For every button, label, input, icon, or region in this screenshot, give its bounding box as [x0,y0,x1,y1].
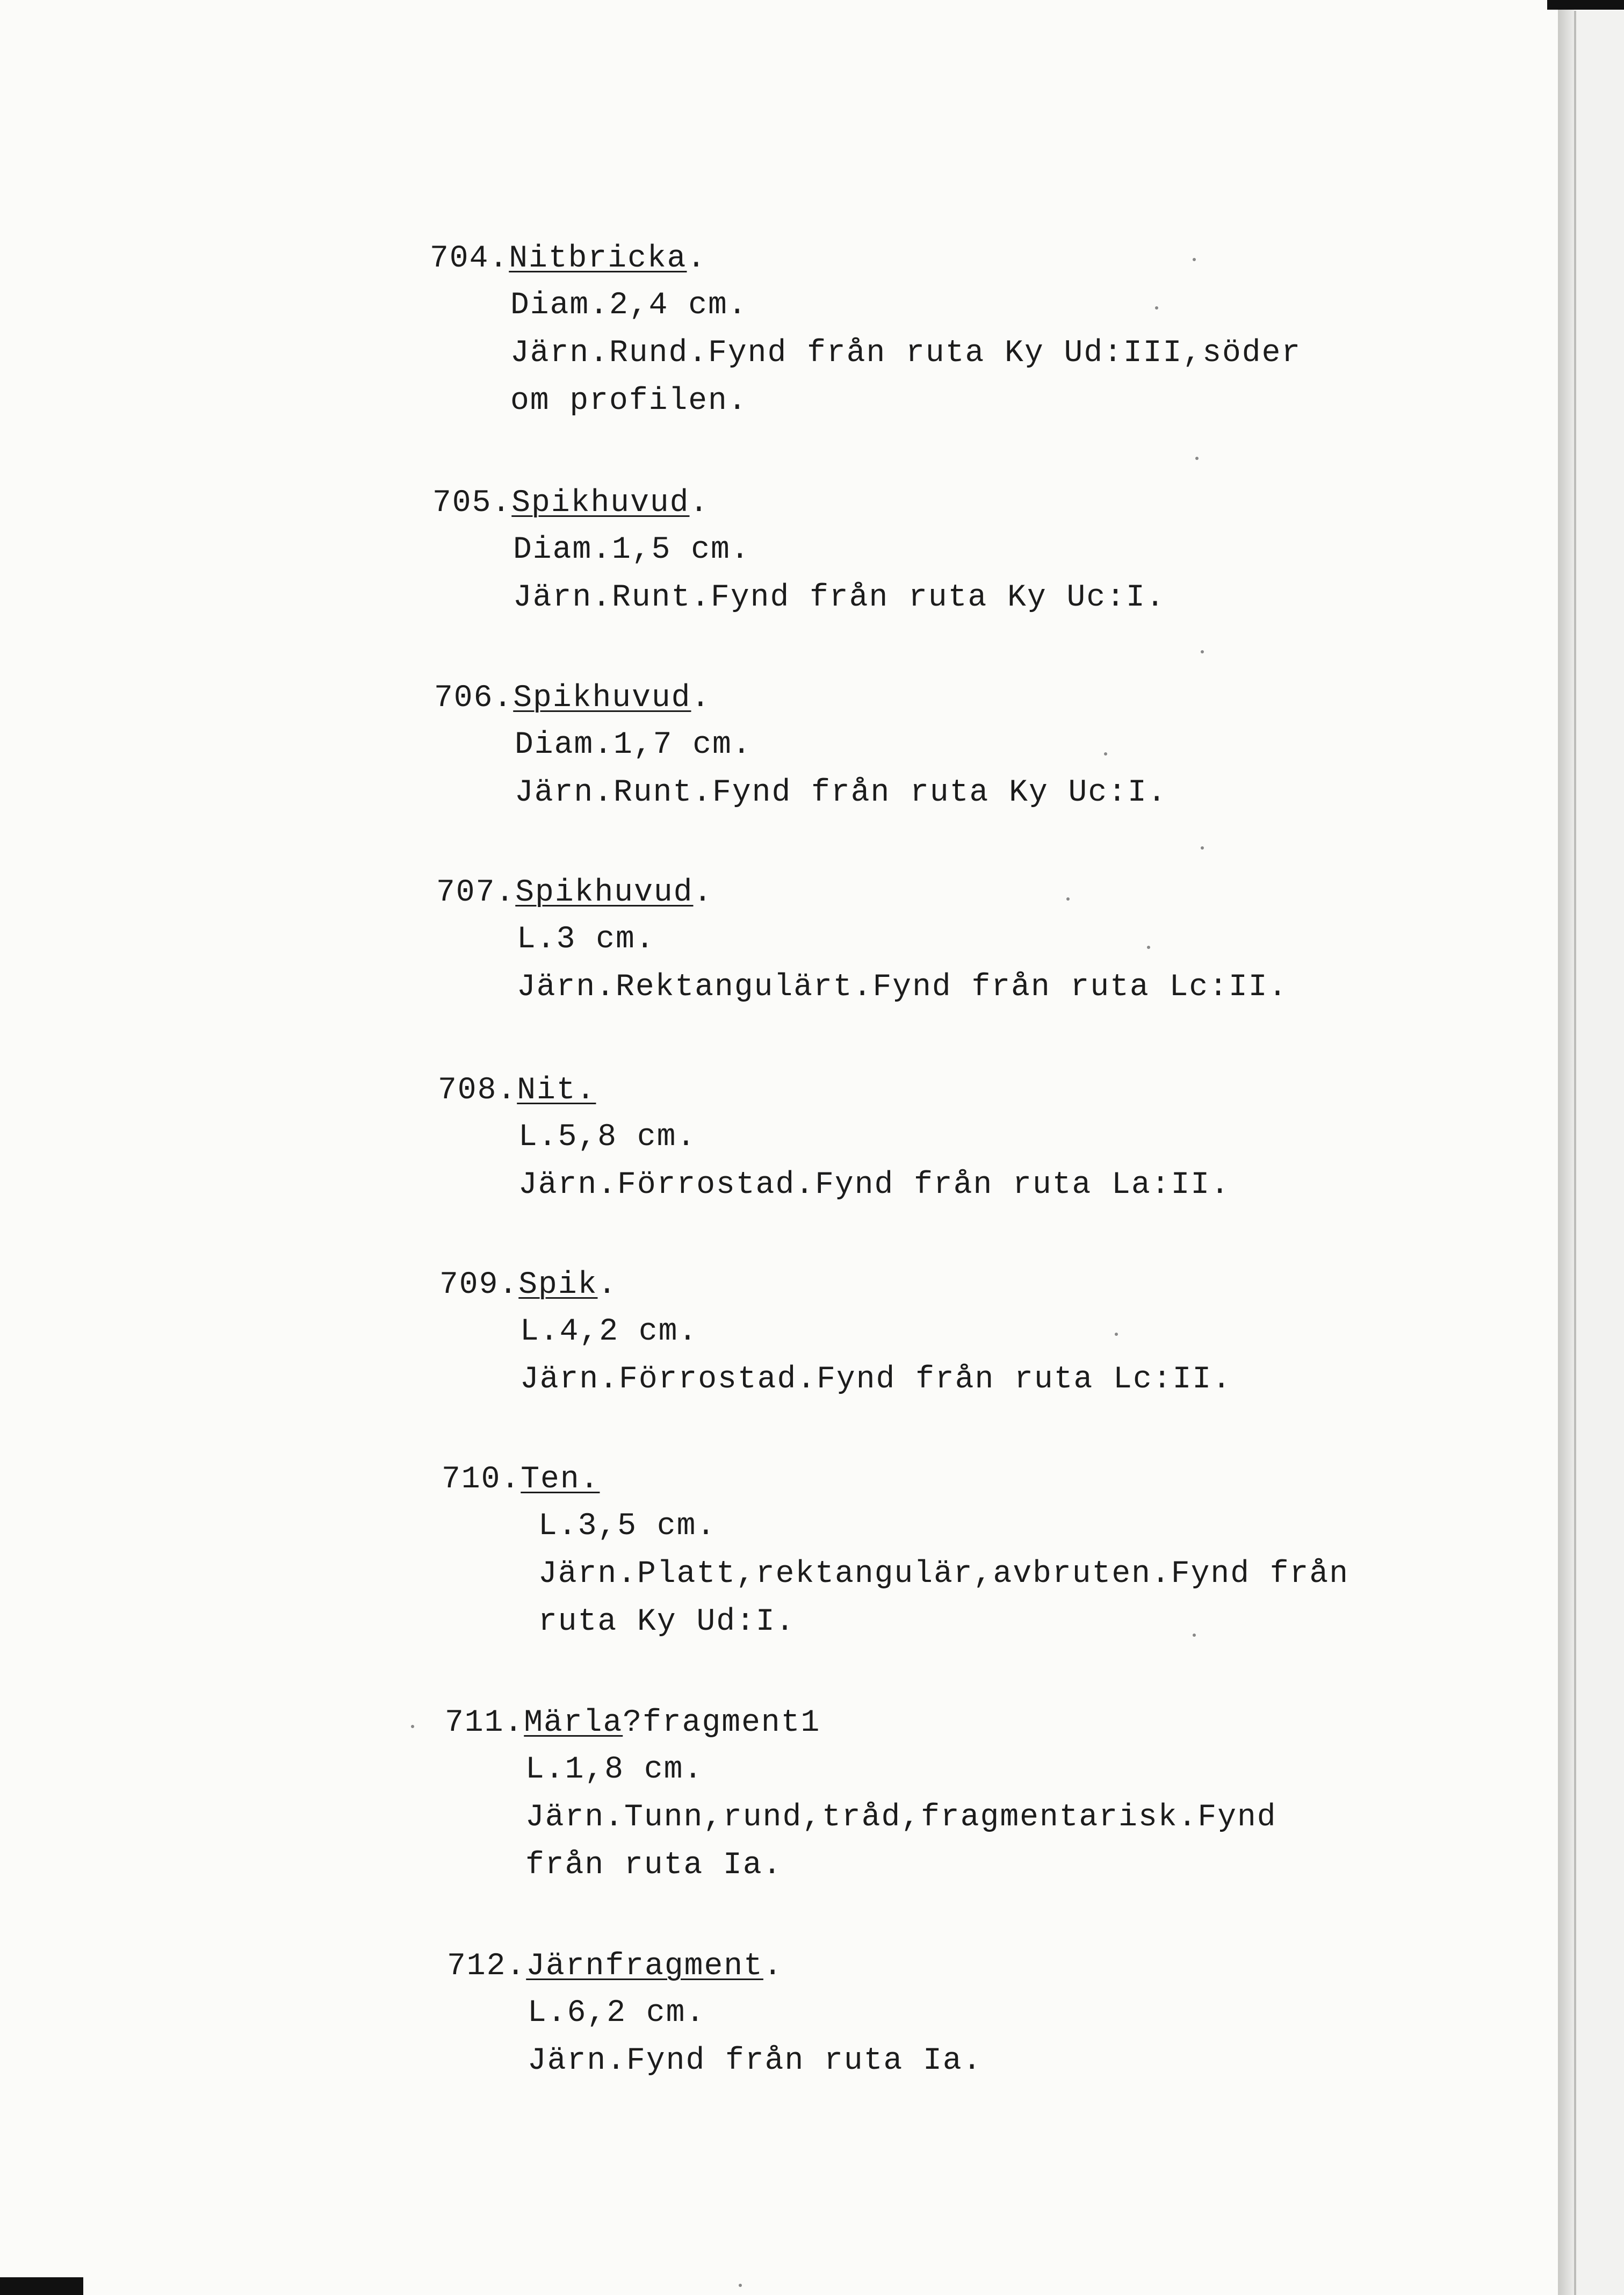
entry-description: Järn.Förrostad.Fynd från ruta La:II. [518,1168,1231,1203]
entry-heading-suffix: ?fragment1 [623,1706,821,1740]
entry-number: 707. [436,875,516,910]
entry-heading [442,1457,1570,1502]
entry-description: Järn.Tunn,rund,tråd,fragmentarisk.Fynd [525,1800,1277,1835]
scan-speck [739,2284,742,2287]
scan-speck [1147,946,1150,949]
entry-heading [436,870,1564,916]
scan-border-top [1547,0,1624,10]
catalog-entry-707 [436,870,1564,1011]
entry-name: Märla [524,1706,623,1740]
entry-number: 709. [439,1268,519,1303]
entry-heading [430,236,1558,282]
entry-description: Järn.Förrostad.Fynd från ruta Lc:II. [520,1362,1232,1397]
entry-description-continued: ruta Ky Ud:I. [538,1605,796,1639]
entry-number: 712. [447,1949,526,1984]
entry-heading-suffix: . [687,241,707,276]
entry-description: Järn.Fynd från ruta Ia. [528,2044,983,2078]
entry-description: Järn.Runt.Fynd från ruta Ky Uc:I. [515,775,1167,810]
entry-name: Spik [518,1268,598,1303]
catalog-entry-710 [442,1457,1570,1646]
entry-measurement: L.1,8 cm. [525,1752,704,1787]
entry-heading-suffix: . [691,681,711,716]
scan-speck [1201,650,1204,653]
entry-heading-suffix: . [693,875,713,910]
entry-description: Järn.Platt,rektangulär,avbruten.Fynd från [538,1557,1349,1592]
entry-name: Ten. [521,1462,600,1497]
entry-heading-suffix: . [689,486,710,521]
scan-speck [1193,258,1196,261]
entry-description: Järn.Rund.Fynd från ruta Ky Ud:III,söder [510,336,1302,371]
entry-description: Järn.Rektangulärt.Fynd från ruta Lc:II. [517,970,1288,1005]
entry-name: Spikhuvud [515,875,694,910]
entry-name: Nitbricka [509,241,687,276]
entry-heading-suffix: . [763,1949,783,1984]
catalog-entry-712 [447,1944,1575,2085]
entry-name: Spikhuvud [513,681,691,716]
entry-number: 710. [442,1462,521,1497]
entry-name: Nit. [517,1073,596,1108]
entry-measurement: Diam.1,7 cm. [515,728,752,762]
entry-measurement: L.3 cm. [517,922,655,957]
catalog-entry-706 [434,676,1562,817]
entry-heading [445,1701,1573,1746]
entry-heading [447,1944,1575,1989]
scan-speck [1155,306,1158,310]
entry-number: 708. [438,1073,517,1108]
entry-measurement: L.5,8 cm. [518,1120,697,1155]
scan-speck [1115,1333,1118,1336]
scan-speck [411,1725,414,1728]
catalog-entry-708 [438,1068,1566,1209]
entry-name: Spikhuvud [511,486,690,521]
catalog-entry-704 [430,236,1558,425]
entry-description-continued: från ruta Ia. [525,1848,783,1883]
entry-heading [438,1068,1566,1113]
entry-measurement: L.3,5 cm. [538,1509,717,1544]
entry-number: 705. [432,486,512,521]
catalog-entry-705 [432,481,1561,622]
catalog-entry-709 [439,1263,1568,1404]
scan-speck [1193,1634,1196,1637]
entry-heading-suffix: . [597,1268,618,1303]
entry-description: Järn.Runt.Fynd från ruta Ky Uc:I. [513,580,1166,615]
entry-measurement: Diam.2,4 cm. [510,288,748,323]
entry-number: 711. [445,1706,524,1740]
entry-heading [432,481,1561,526]
entry-name: Järnfragment [526,1949,763,1984]
scan-speck [1104,752,1107,756]
adjacent-page-strip [1574,11,1624,2295]
entry-measurement: Diam.1,5 cm. [513,533,750,567]
entry-description-continued: om profilen. [510,384,748,419]
entry-heading [439,1263,1568,1308]
catalog-entry-711 [445,1701,1573,1889]
scan-speck [1195,457,1199,460]
entry-number: 706. [434,681,514,716]
scan-speck [1066,897,1070,901]
entry-measurement: L.6,2 cm. [528,1996,706,2031]
entry-number: 704. [430,241,509,276]
entry-heading [434,676,1562,721]
entry-measurement: L.4,2 cm. [520,1314,698,1349]
scan-border-bottom [0,2277,83,2295]
scan-speck [1201,846,1204,850]
